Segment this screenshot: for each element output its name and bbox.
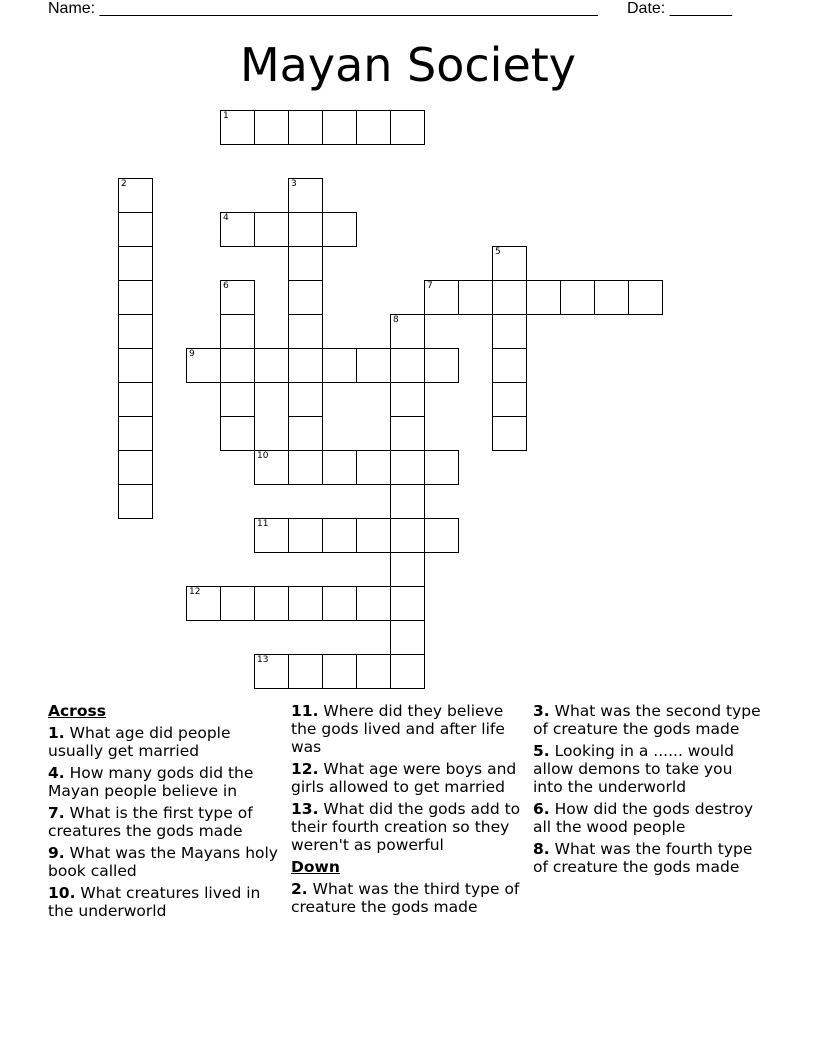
crossword-cell[interactable] — [594, 280, 629, 315]
clue-text: What is the first type of creatures the gods made — [48, 804, 253, 840]
crossword-cell[interactable] — [492, 280, 527, 315]
clue-text: What was the fourth type of creature the gods made — [533, 840, 753, 876]
clue-number: 7. — [48, 804, 65, 822]
clue-across-11 — [291, 702, 529, 756]
crossword-cell[interactable] — [220, 586, 255, 621]
clue-text: Where did they believe the gods lived and after life was — [291, 702, 505, 756]
clue-across-12 — [291, 760, 529, 796]
crossword-cell[interactable] — [424, 518, 459, 553]
crossword-cell[interactable] — [118, 348, 153, 383]
clue-number: 5. — [533, 742, 550, 760]
clue-number-label: 10 — [257, 451, 269, 461]
crossword-cell[interactable] — [288, 450, 323, 485]
crossword-cell[interactable] — [220, 110, 255, 145]
crossword-cell[interactable] — [118, 212, 153, 247]
down-heading: Down — [291, 858, 340, 876]
crossword-cell[interactable] — [288, 280, 323, 315]
crossword-cell[interactable] — [356, 110, 391, 145]
crossword-cell[interactable] — [288, 654, 323, 689]
crossword-cell[interactable] — [118, 280, 153, 315]
clue-number: 12. — [291, 760, 319, 778]
clue-text: What creatures lived in the underworld — [48, 884, 261, 920]
crossword-cell[interactable] — [390, 484, 425, 519]
clue-down-5 — [533, 742, 763, 796]
crossword-cell[interactable] — [390, 348, 425, 383]
crossword-cell[interactable] — [322, 110, 357, 145]
crossword-cell[interactable] — [390, 450, 425, 485]
clue-number-label: 3 — [291, 179, 297, 189]
clue-text: What was the second type of creature the gods made — [533, 702, 761, 738]
crossword-cell[interactable] — [458, 280, 493, 315]
crossword-cell[interactable] — [322, 212, 357, 247]
crossword-cell[interactable] — [356, 348, 391, 383]
clues-column-3 — [533, 702, 763, 880]
clue-number-label: 8 — [393, 315, 399, 325]
clue-down-3 — [533, 702, 763, 738]
across-heading: Across — [48, 702, 106, 720]
crossword-cell[interactable] — [322, 586, 357, 621]
crossword-cell[interactable] — [390, 518, 425, 553]
crossword-cell[interactable] — [220, 212, 255, 247]
crossword-cell[interactable] — [356, 654, 391, 689]
crossword-cell[interactable] — [390, 552, 425, 587]
clue-number: 11. — [291, 702, 319, 720]
date-field-label: Date: _______ — [627, 0, 732, 17]
clue-across-1 — [48, 724, 286, 760]
crossword-cell[interactable] — [254, 654, 289, 689]
crossword-cell[interactable] — [118, 450, 153, 485]
clue-number: 6. — [533, 800, 550, 818]
crossword-cell[interactable] — [118, 314, 153, 349]
clue-number-label: 7 — [427, 281, 433, 291]
clue-across-10 — [48, 884, 286, 920]
crossword-cell[interactable] — [492, 348, 527, 383]
crossword-cell[interactable] — [424, 348, 459, 383]
crossword-cell[interactable] — [254, 518, 289, 553]
crossword-cell[interactable] — [390, 382, 425, 417]
crossword-cell[interactable] — [390, 654, 425, 689]
crossword-cell[interactable] — [492, 416, 527, 451]
crossword-cell[interactable] — [288, 416, 323, 451]
crossword-cell[interactable] — [390, 620, 425, 655]
clue-down-2 — [291, 880, 529, 916]
clue-text: How did the gods destroy all the wood people — [533, 800, 754, 836]
crossword-cell[interactable] — [220, 314, 255, 349]
crossword-cell[interactable] — [288, 586, 323, 621]
clue-text: What was the Mayans holy book called — [48, 844, 278, 880]
crossword-cell[interactable] — [560, 280, 595, 315]
clue-text: What age were boys and girls allowed to get married — [291, 760, 517, 796]
clue-number-label: 6 — [223, 281, 229, 291]
clue-down-6 — [533, 800, 763, 836]
crossword-cell[interactable] — [322, 450, 357, 485]
crossword-cell[interactable] — [118, 382, 153, 417]
crossword-cell[interactable] — [288, 178, 323, 213]
crossword-cell[interactable] — [322, 654, 357, 689]
clue-text: What did the gods add to their fourth creation so they weren't as powerful — [291, 800, 521, 854]
crossword-cell[interactable] — [288, 348, 323, 383]
crossword-cell[interactable] — [220, 382, 255, 417]
crossword-cell[interactable] — [254, 348, 289, 383]
crossword-cell[interactable] — [322, 518, 357, 553]
crossword-cell[interactable] — [526, 280, 561, 315]
crossword-cell[interactable] — [186, 348, 221, 383]
crossword-cell[interactable] — [186, 586, 221, 621]
clue-across-4 — [48, 764, 286, 800]
clue-number-label: 2 — [121, 179, 127, 189]
clue-number: 4. — [48, 764, 65, 782]
clue-number: 13. — [291, 800, 319, 818]
crossword-cell[interactable] — [254, 450, 289, 485]
clue-number-label: 9 — [189, 349, 195, 359]
clue-number-label: 4 — [223, 213, 229, 223]
crossword-cell[interactable] — [492, 382, 527, 417]
page-title: Mayan Society — [239, 38, 577, 92]
crossword-cell[interactable] — [254, 110, 289, 145]
crossword-cell[interactable] — [424, 450, 459, 485]
clue-across-7 — [48, 804, 286, 840]
clue-number: 8. — [533, 840, 550, 858]
crossword-cell[interactable] — [424, 280, 459, 315]
crossword-cell[interactable] — [254, 212, 289, 247]
clue-number-label: 13 — [257, 655, 269, 665]
clue-number-label: 1 — [223, 111, 229, 121]
clue-down-8 — [533, 840, 763, 876]
clue-number-label: 12 — [189, 587, 201, 597]
crossword-cell[interactable] — [492, 314, 527, 349]
clue-number: 1. — [48, 724, 65, 742]
clue-number: 10. — [48, 884, 76, 902]
crossword-cell[interactable] — [356, 586, 391, 621]
crossword-cell[interactable] — [220, 280, 255, 315]
clue-number: 9. — [48, 844, 65, 862]
clue-number-label: 5 — [495, 247, 501, 257]
clue-number-label: 11 — [257, 519, 269, 529]
clue-text: What age did people usually get married — [48, 724, 231, 760]
crossword-cell[interactable] — [356, 518, 391, 553]
crossword-cell[interactable] — [288, 212, 323, 247]
crossword-cell[interactable] — [492, 246, 527, 281]
clue-number: 2. — [291, 880, 308, 898]
crossword-cell[interactable] — [118, 416, 153, 451]
crossword-cell[interactable] — [390, 110, 425, 145]
crossword-cell[interactable] — [288, 518, 323, 553]
name-field-label: Name: ________________________________________________________ — [48, 0, 598, 17]
crossword-cell[interactable] — [390, 416, 425, 451]
crossword-cell[interactable] — [220, 348, 255, 383]
crossword-cell[interactable] — [288, 246, 323, 281]
crossword-cell[interactable] — [356, 450, 391, 485]
crossword-cell[interactable] — [118, 246, 153, 281]
clue-across-9 — [48, 844, 286, 880]
clue-across-13 — [291, 800, 529, 854]
clue-text: Looking in a ...... would allow demons to take you into the underworld — [533, 742, 734, 796]
crossword-cell[interactable] — [288, 314, 323, 349]
crossword-cell[interactable] — [288, 110, 323, 145]
crossword-cell[interactable] — [118, 484, 153, 519]
crossword-cell[interactable] — [628, 280, 663, 315]
crossword-cell[interactable] — [220, 416, 255, 451]
crossword-cell[interactable] — [322, 348, 357, 383]
clue-number: 3. — [533, 702, 550, 720]
crossword-cell[interactable] — [390, 586, 425, 621]
crossword-cell[interactable] — [118, 178, 153, 213]
clue-text: How many gods did the Mayan people believe in — [48, 764, 254, 800]
crossword-cell[interactable] — [254, 586, 289, 621]
crossword-cell[interactable] — [390, 314, 425, 349]
clues-column-2 — [291, 702, 529, 920]
clue-text: What was the third type of creature the gods made — [291, 880, 520, 916]
clues-column-1 — [48, 702, 286, 924]
crossword-cell[interactable] — [288, 382, 323, 417]
